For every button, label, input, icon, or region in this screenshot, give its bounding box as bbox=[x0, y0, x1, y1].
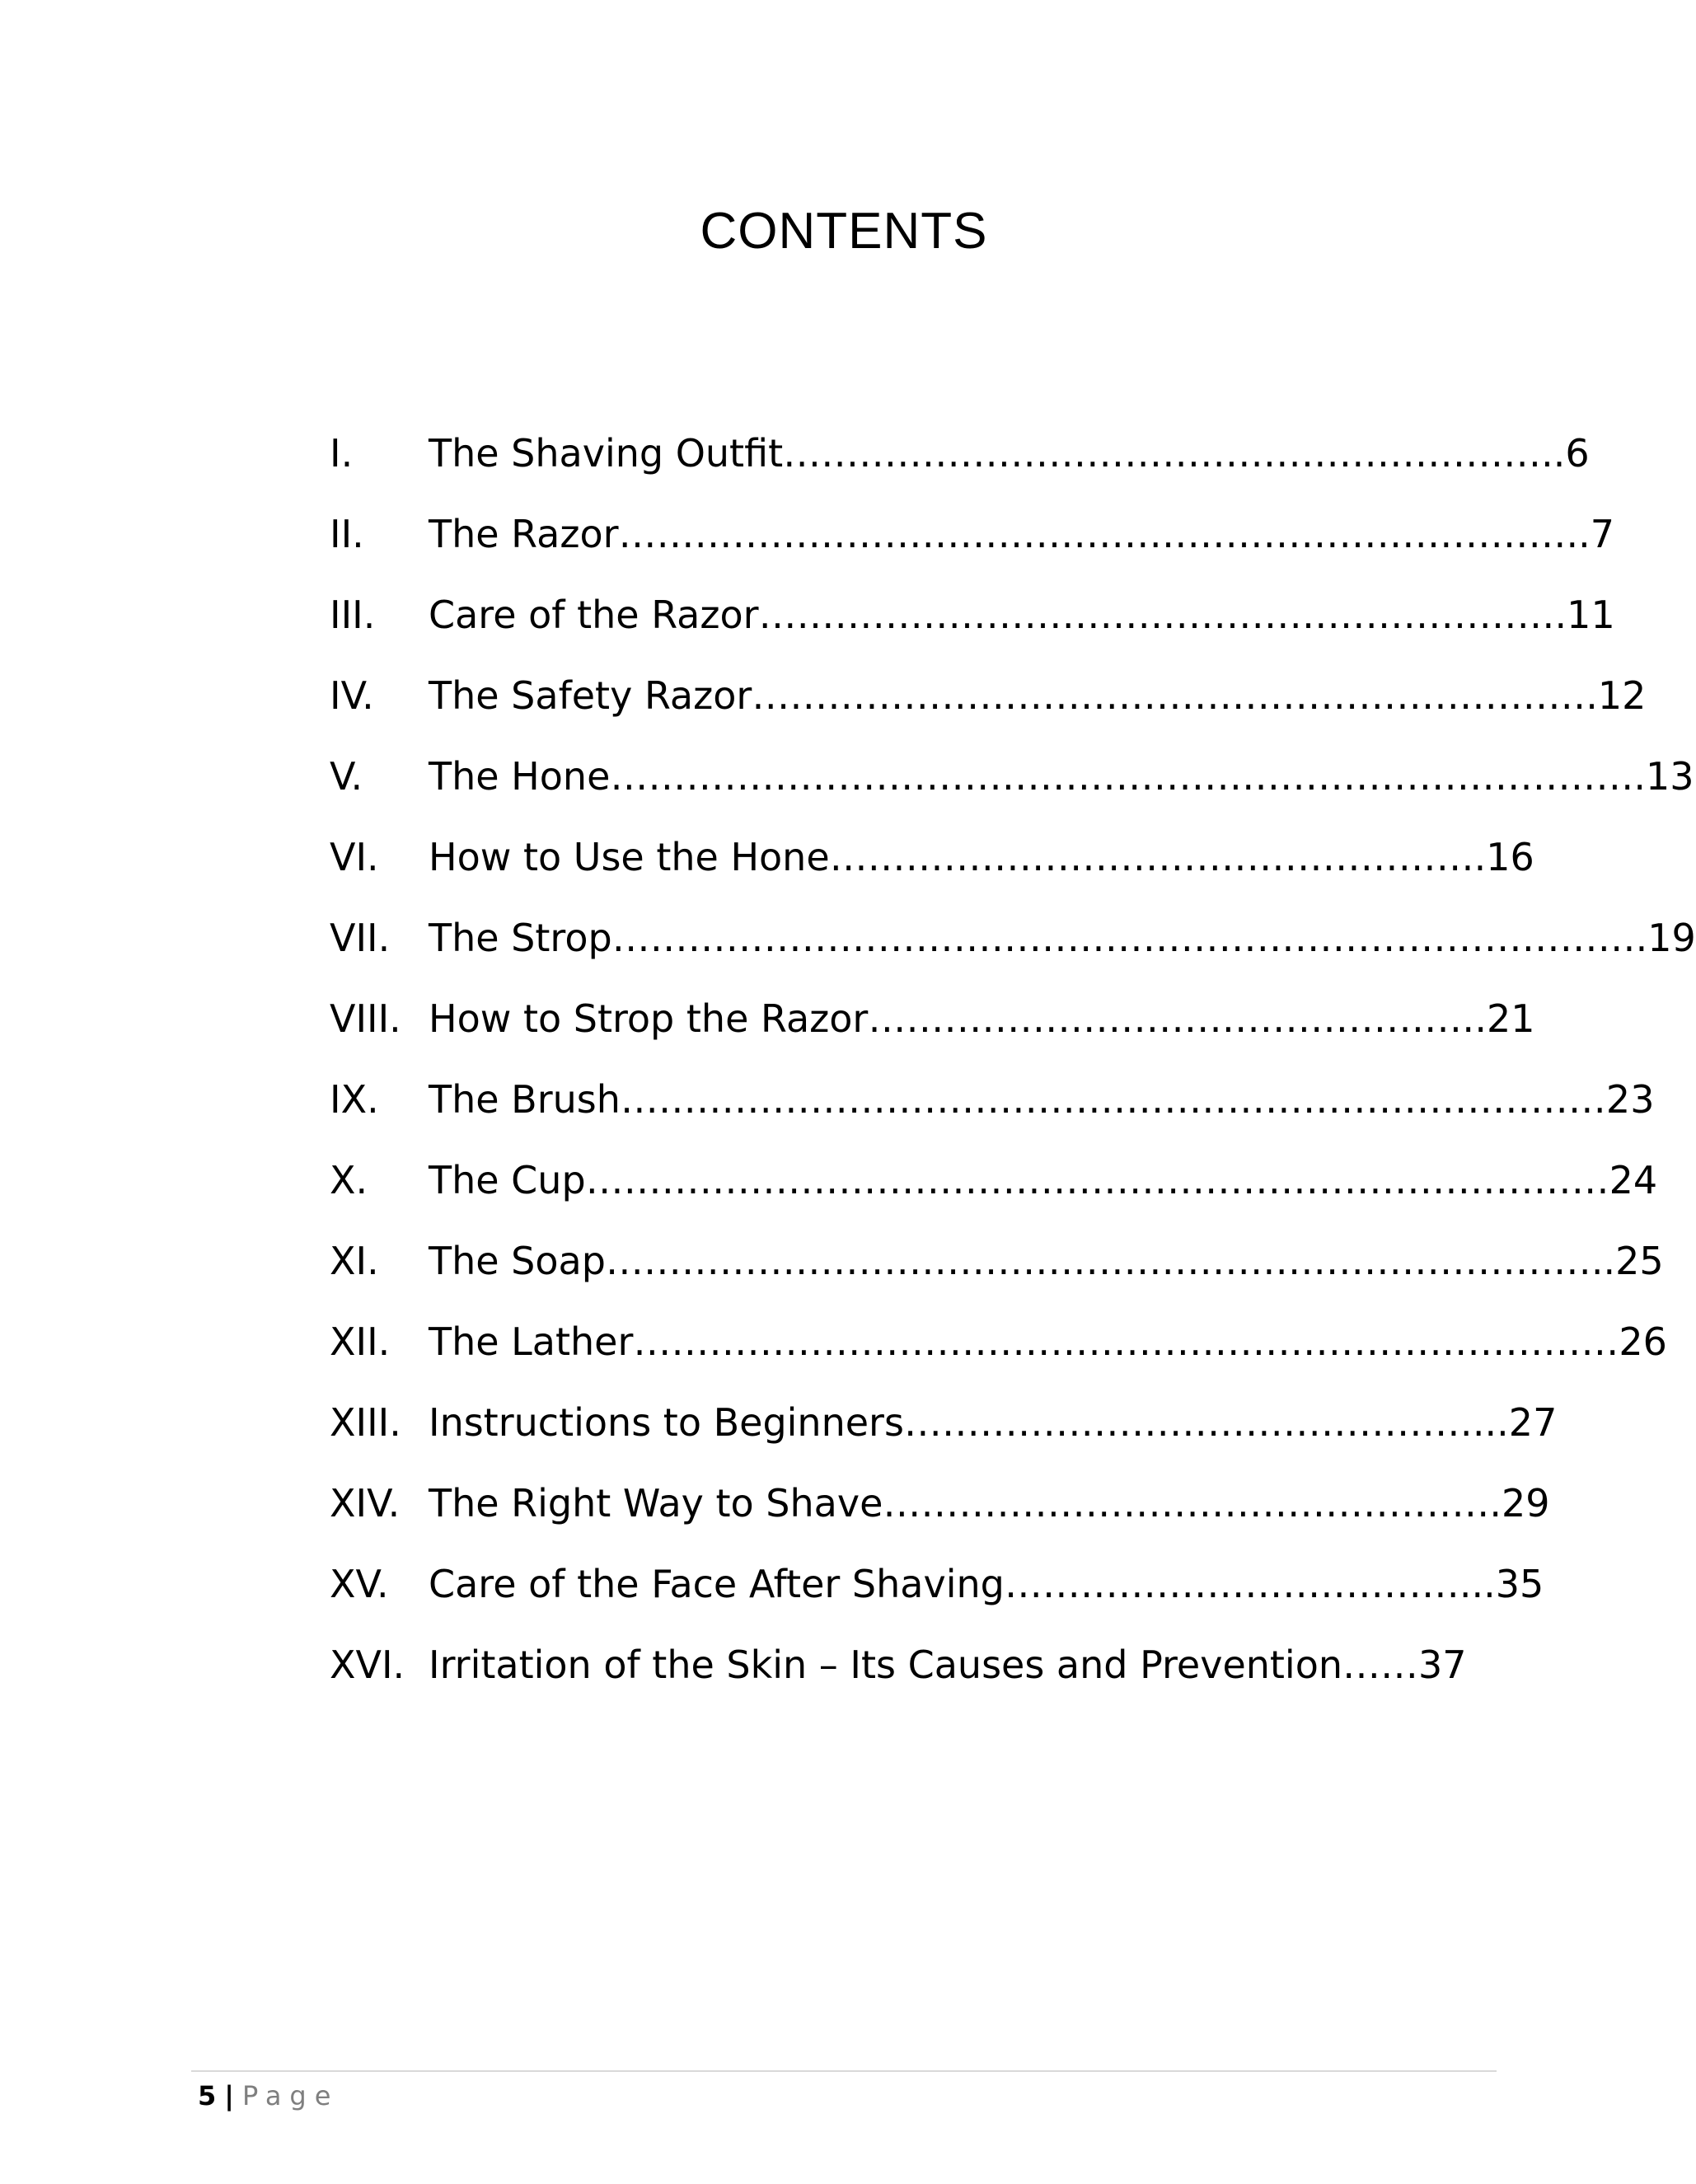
toc-chapter-numeral: VI. bbox=[330, 835, 379, 879]
toc-entry bbox=[330, 824, 1534, 905]
toc-entry bbox=[330, 501, 1615, 582]
toc-page-number: 13 bbox=[1646, 754, 1694, 799]
toc-page-number: 19 bbox=[1647, 916, 1696, 960]
toc-chapter-numeral: VII. bbox=[330, 916, 391, 960]
toc-dot-leader: ………………………………... bbox=[1004, 1562, 1496, 1606]
toc-chapter-numeral: V. bbox=[330, 754, 363, 799]
toc-entry bbox=[330, 663, 1647, 743]
toc-entry bbox=[330, 582, 1615, 663]
toc-chapter-numeral: VIII. bbox=[330, 996, 401, 1041]
toc-dot-leader: …………………………………………………………………… bbox=[633, 1319, 1619, 1364]
toc-page-number: 35 bbox=[1495, 1562, 1544, 1606]
toc-chapter-title: The Hone bbox=[429, 754, 611, 799]
toc-page-number: 23 bbox=[1605, 1077, 1655, 1122]
page-label: Page bbox=[241, 2080, 340, 2111]
toc-entry bbox=[330, 1228, 1664, 1309]
toc-chapter-numeral: I. bbox=[330, 431, 354, 476]
toc-dot-leader: …………………………………………………………………….. bbox=[605, 1239, 1616, 1283]
toc-entry bbox=[330, 986, 1535, 1066]
toc-chapter-title: How to Strop the Razor bbox=[429, 996, 869, 1041]
toc-entry bbox=[330, 743, 1694, 824]
toc-chapter-title: The Shaving Outfit bbox=[429, 431, 784, 476]
toc-entry bbox=[330, 1147, 1658, 1228]
toc-dot-leader: …… bbox=[1342, 1643, 1419, 1687]
toc-dot-leader: ………………………………………………………. bbox=[758, 593, 1567, 637]
toc-dot-leader: …………………………………………………………. bbox=[752, 673, 1598, 718]
toc-chapter-numeral: IX. bbox=[330, 1077, 379, 1122]
toc-page-number: 25 bbox=[1615, 1239, 1664, 1283]
toc-chapter-numeral: II. bbox=[330, 512, 364, 556]
toc-chapter-title: Care of the Face After Shaving bbox=[429, 1562, 1005, 1606]
toc-chapter-title: The Safety Razor bbox=[429, 673, 752, 718]
toc-chapter-numeral: XIV. bbox=[330, 1481, 401, 1526]
toc-chapter-title: How to Use the Hone bbox=[429, 835, 830, 879]
toc-entry bbox=[330, 420, 1590, 501]
toc-entry bbox=[330, 1551, 1544, 1632]
toc-chapter-title: The Razor bbox=[429, 512, 619, 556]
toc-page-number: 12 bbox=[1597, 673, 1647, 718]
toc-entry bbox=[330, 1470, 1550, 1551]
page-number: 5 bbox=[198, 2080, 217, 2111]
toc-chapter-title: Instructions to Beginners bbox=[429, 1400, 904, 1445]
toc-page-number: 37 bbox=[1418, 1643, 1467, 1687]
toc-page-number: 16 bbox=[1486, 835, 1534, 879]
toc-chapter-title: The Cup bbox=[429, 1158, 586, 1202]
toc-chapter-numeral: XVI. bbox=[330, 1643, 405, 1687]
page-footer bbox=[198, 2075, 339, 2116]
toc-chapter-title: Care of the Razor bbox=[429, 593, 759, 637]
toc-dot-leader: ………………………………………………………………………. bbox=[611, 916, 1648, 960]
table-of-contents bbox=[330, 420, 1696, 1713]
toc-chapter-numeral: XV. bbox=[330, 1562, 389, 1606]
toc-dot-leader: ……………………………………………………………………… bbox=[585, 1158, 1609, 1202]
toc-page-number: 6 bbox=[1565, 431, 1590, 476]
toc-page-number: 7 bbox=[1590, 512, 1615, 556]
toc-entry bbox=[330, 905, 1696, 986]
page-title: CONTENTS bbox=[700, 203, 988, 260]
toc-chapter-numeral: XIII. bbox=[330, 1400, 401, 1445]
toc-entry bbox=[330, 1390, 1558, 1470]
toc-chapter-numeral: XII. bbox=[330, 1319, 391, 1364]
toc-page-number: 26 bbox=[1619, 1319, 1667, 1364]
toc-chapter-title: The Right Way to Shave bbox=[429, 1481, 883, 1526]
toc-chapter-title: The Lather bbox=[429, 1319, 634, 1364]
toc-page-number: 21 bbox=[1486, 996, 1535, 1041]
toc-dot-leader: …………………………………………………………………… bbox=[620, 1077, 1606, 1122]
toc-dot-leader: ………………………………………... bbox=[903, 1400, 1509, 1445]
toc-chapter-numeral: III. bbox=[330, 593, 376, 637]
footer-separator: | bbox=[224, 2080, 234, 2111]
toc-entry bbox=[330, 1309, 1667, 1390]
toc-chapter-numeral: XI. bbox=[330, 1239, 379, 1283]
toc-dot-leader: …………………………………………. bbox=[868, 996, 1487, 1041]
toc-chapter-numeral: IV. bbox=[330, 673, 374, 718]
toc-page-number: 24 bbox=[1609, 1158, 1658, 1202]
toc-dot-leader: …………………………………………………….. bbox=[783, 431, 1566, 476]
toc-entry bbox=[330, 1066, 1655, 1147]
toc-chapter-title: Irritation of the Skin – Its Causes and Prevention bbox=[429, 1643, 1343, 1687]
footer-divider bbox=[191, 2070, 1497, 2072]
toc-dot-leader: ………………………………………………………………………. bbox=[610, 754, 1646, 799]
toc-chapter-title: The Brush bbox=[429, 1077, 621, 1122]
toc-dot-leader: …………………………………………. bbox=[883, 1481, 1502, 1526]
toc-page-number: 27 bbox=[1508, 1400, 1558, 1445]
toc-page-number: 11 bbox=[1567, 593, 1615, 637]
toc-dot-leader: ………………………………………………………………….. bbox=[618, 512, 1591, 556]
toc-page-number: 29 bbox=[1502, 1481, 1550, 1526]
toc-entry bbox=[330, 1632, 1467, 1713]
toc-dot-leader: ……………………………………………. bbox=[829, 835, 1487, 879]
toc-chapter-title: The Strop bbox=[429, 916, 612, 960]
toc-chapter-numeral: X. bbox=[330, 1158, 368, 1202]
toc-chapter-title: The Soap bbox=[429, 1239, 606, 1283]
